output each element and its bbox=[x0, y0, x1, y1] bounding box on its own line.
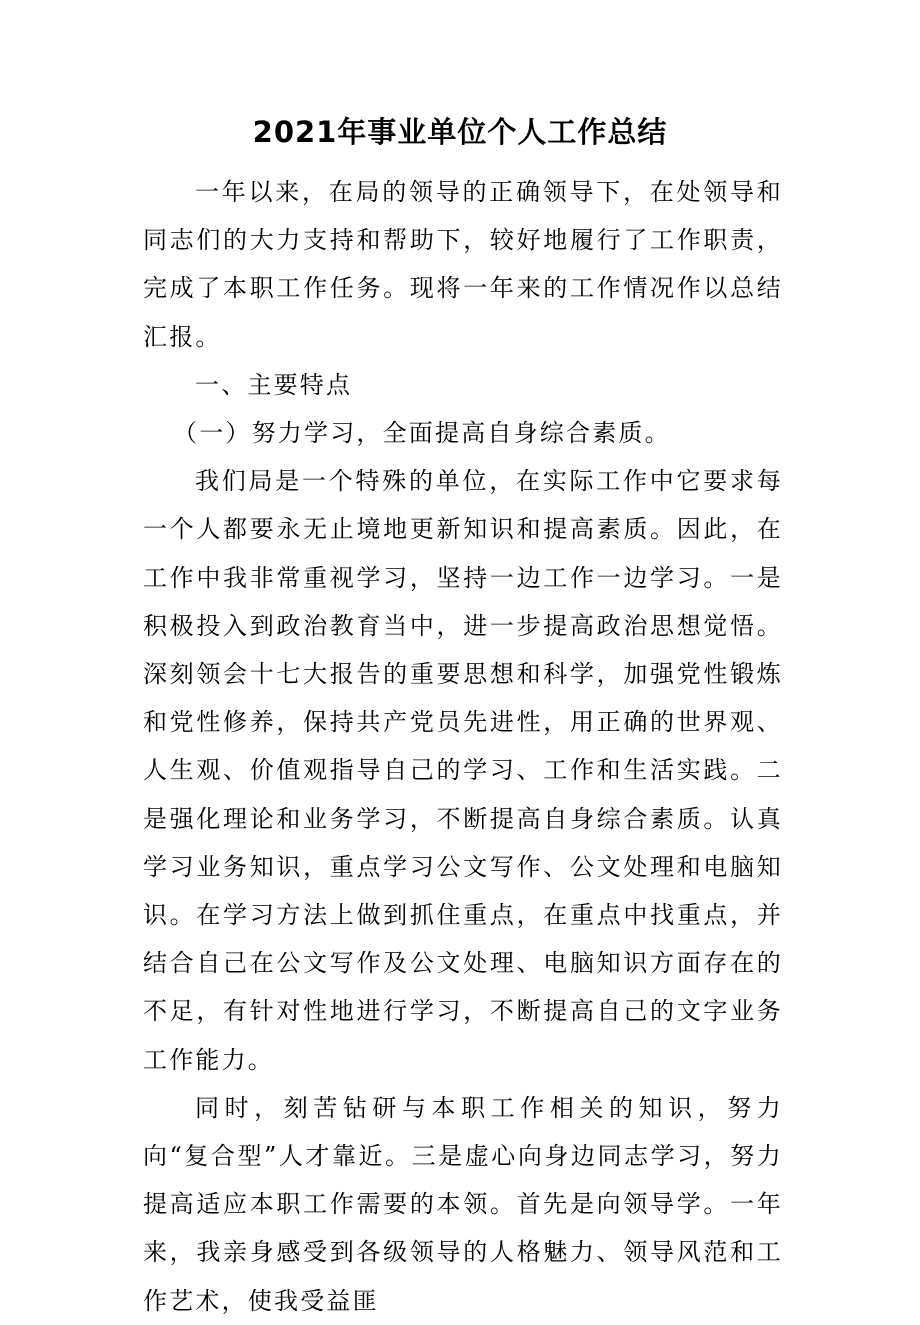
document-body bbox=[143, 168, 783, 1325]
subsection-heading-study: （一）努力学习，全面提高自身综合素质。 bbox=[173, 419, 671, 448]
body-paragraph-1: 我们局是一个特殊的单位，在实际工作中它要求每一个人都要永无止境地更新知识和提高素质。因此，在工作中我非常重视学习，坚持一边工作一边学习。一是积极投入到政治教育当中，进一步提高政治思想觉悟。深刻领会十七大报告的重要思想和科学，加强党性锻炼和党性修养，保持共产党员先进性，用正确的世界观、人生观、价值观指导自己的学习、工作和生活实践。二是强化理论和业务学习，不断提高自身综合素质。认真学习业务知识，重点学习公文写作、公文处理和电脑知识。在学习方法上做到抓住重点，在重点中找重点，并结合自己在公文写作及公文处理、电脑知识方面存在的不足，有针对性地进行学习，不断提高自己的文字业务工作能力。 bbox=[143, 467, 783, 1074]
section-heading-main-features: 一、主要特点 bbox=[195, 370, 353, 399]
document-title: 2021年事业单位个人工作总结 bbox=[252, 115, 668, 149]
intro-paragraph: 一年以来，在局的领导的正确领导下，在处领导和同志们的大力支持和帮助下，较好地履行了工作职责，完成了本职工作任务。现将一年来的工作情况作以总结汇报。 bbox=[143, 178, 783, 351]
body-paragraph-2: 同时，刻苦钻研与本职工作相关的知识，努力向“复合型”人才靠近。三是虚心向身边同志学习，努力提高适应本职工作需要的本领。首先是向领导学。一年来，我亲身感受到各级领导的人格魅力、领导风范和工作艺术，使我受益匪 bbox=[143, 1093, 783, 1315]
